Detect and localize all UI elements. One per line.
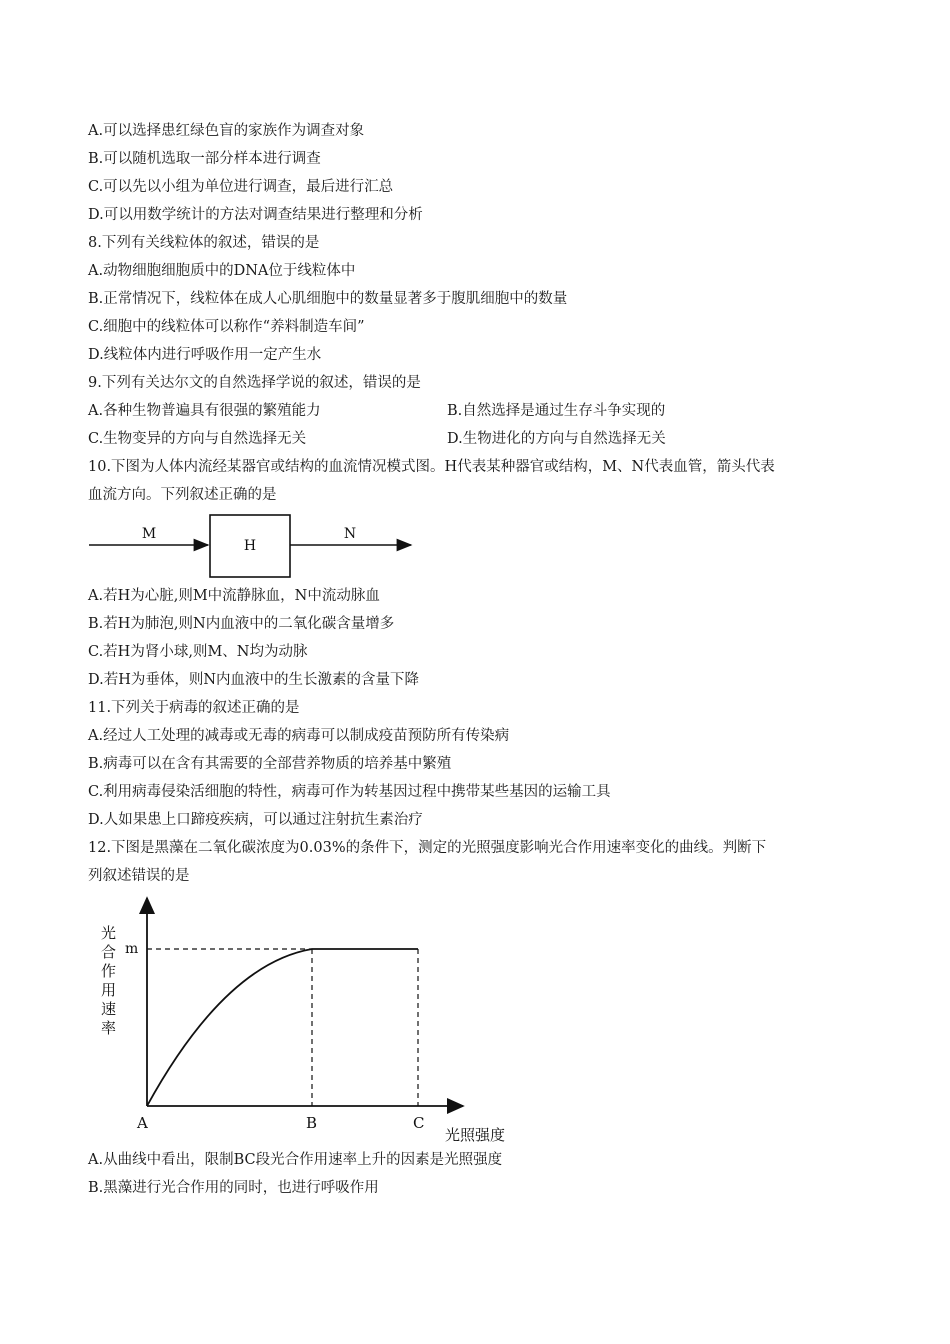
q11-stem: 11.下列关于病毒的叙述正确的是 — [88, 700, 300, 716]
q9-option-b: B.自然选择是通过生存斗争实现的 — [447, 403, 666, 419]
y-tick-m: m — [125, 941, 139, 957]
q7-option-b: B.可以随机选取一部分样本进行调查 — [88, 151, 321, 167]
q11-option-b: B.病毒可以在含有其需要的全部营养物质的培养基中繁殖 — [88, 756, 452, 772]
q8-option-d: D.线粒体内进行呼吸作用一定产生水 — [88, 347, 322, 363]
q7-option-c: C.可以先以小组为单位进行调查，最后进行汇总 — [88, 179, 394, 195]
q10-stem-line1: 10.下图为人体内流经某器官或结构的血流情况模式图。H代表某种器官或结构，M、N代表血管，箭头代表 — [88, 459, 775, 475]
q10-option-c: C.若H为肾小球,则M、N均为动脉 — [88, 644, 308, 660]
q9-option-d: D.生物进化的方向与自然选择无关 — [447, 431, 666, 447]
q10-option-b: B.若H为肺泡,则N内血液中的二氧化碳含量增多 — [88, 616, 395, 632]
q9-stem: 9.下列有关达尔文的自然选择学说的叙述，错误的是 — [88, 375, 421, 391]
y-axis-label — [101, 924, 116, 1037]
q8-stem: 8.下列有关线粒体的叙述，错误的是 — [88, 235, 320, 251]
vessel-m-label: M — [141, 526, 157, 542]
q11-option-d: D.人如果患上口蹄疫疾病，可以通过注射抗生素治疗 — [88, 812, 423, 828]
x-point-c: C — [413, 1114, 425, 1132]
organ-h-label: H — [243, 538, 257, 554]
q10-option-d: D.若H为垂体，则N内血液中的生长激素的含量下降 — [88, 672, 420, 688]
y-label-char: 合 — [101, 943, 117, 961]
y-label-char: 用 — [101, 981, 117, 999]
q9-option-c: C.生物变异的方向与自然选择无关 — [88, 431, 307, 447]
q12-option-b: B.黑藻进行光合作用的同时，也进行呼吸作用 — [88, 1180, 379, 1196]
rate-curve — [147, 949, 312, 1106]
q7-option-d: D.可以用数学统计的方法对调查结果进行整理和分析 — [88, 207, 423, 223]
x-point-b: B — [306, 1114, 318, 1132]
q8-option-a: A.动物细胞细胞质中的DNA位于线粒体中 — [88, 263, 356, 279]
q9-option-a: A.各种生物普遍具有很强的繁殖能力 — [88, 403, 321, 419]
q8-option-c: C.细胞中的线粒体可以称作“养料制造车间” — [88, 319, 365, 335]
q12-stem-line1: 12.下图是黑藻在二氧化碳浓度为0.03%的条件下，测定的光照强度影响光合作用速率变化的曲线。判断下 — [88, 840, 767, 856]
q11-option-a: A.经过人工处理的减毒或无毒的病毒可以制成疫苗预防所有传染病 — [88, 728, 510, 744]
q10-stem-line2: 血流方向。下列叙述正确的是 — [88, 487, 277, 503]
x-point-a: A — [137, 1114, 148, 1132]
q12-stem-line2: 列叙述错误的是 — [88, 868, 190, 884]
x-axis-label: 光照强度 — [445, 1126, 506, 1144]
q7-option-a: A.可以选择患红绿色盲的家族作为调查对象 — [88, 123, 365, 139]
y-label-char: 作 — [101, 962, 117, 980]
y-label-char: 率 — [101, 1019, 117, 1037]
vessel-n-label: N — [343, 526, 357, 542]
blood-flow-diagram — [85, 508, 425, 586]
q8-option-b: B.正常情况下，线粒体在成人心肌细胞中的数量显著多于腹肌细胞中的数量 — [88, 291, 568, 307]
q10-option-a: A.若H为心脏,则M中流静脉血，N中流动脉血 — [88, 588, 380, 604]
q11-option-c: C.利用病毒侵染活细胞的特性，病毒可作为转基因过程中携带某些基因的运输工具 — [88, 784, 611, 800]
q12-option-a: A.从曲线中看出，限制BC段光合作用速率上升的因素是光照强度 — [88, 1152, 503, 1168]
y-label-char: 光 — [101, 924, 117, 942]
y-label-char: 速 — [101, 1000, 117, 1018]
photosynthesis-chart — [85, 892, 525, 1144]
